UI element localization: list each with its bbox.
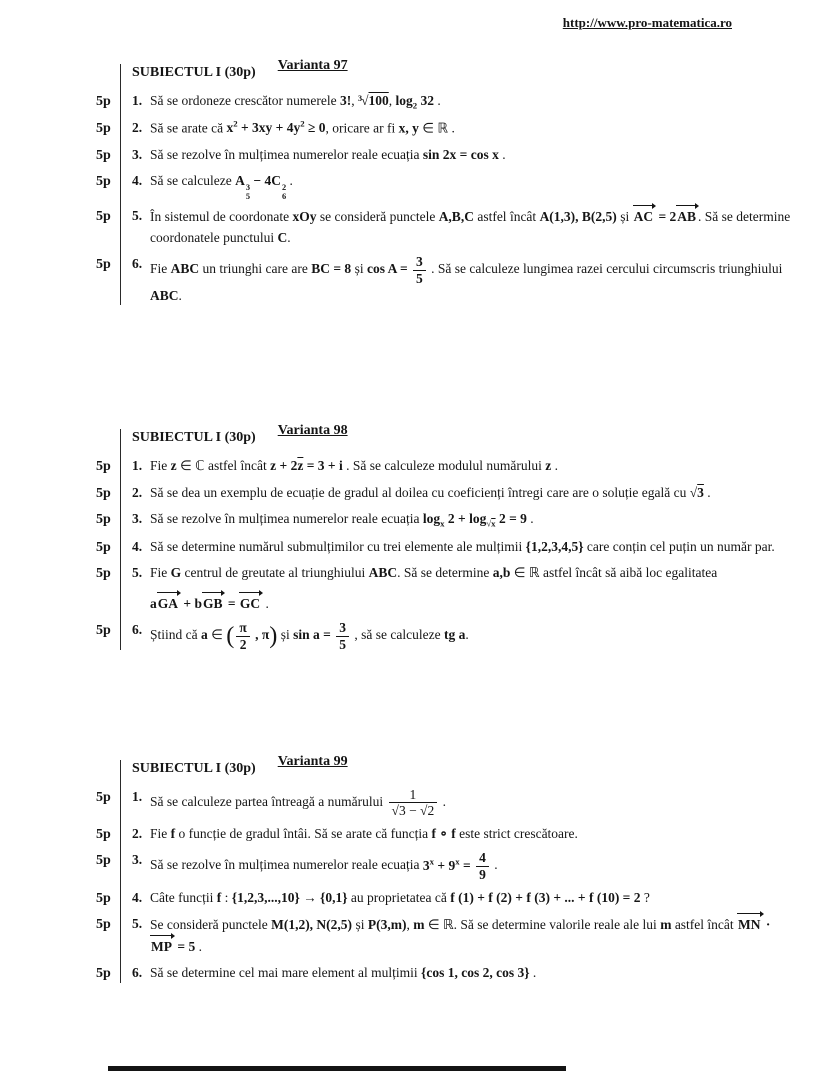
problem-number: 6. [132,965,143,981]
section-title: SUBIECTUL I (30p) [132,65,256,80]
points-label: 5p [96,623,111,639]
problem-row [96,620,794,652]
points-label: 5p [96,209,111,225]
problem-text: Fie z ∈ ℂ astfel încât $z + 2\overline{z} = 3 + i$ . Să se calculeze modulul numărului z . [150,457,558,473]
problem-row [96,850,794,882]
problem-number: 4. [132,538,143,554]
problem-number: 4. [132,173,143,189]
section-title: SUBIECTUL I (30p) [132,761,256,777]
problem-number: 3. [132,511,143,527]
problem-text-wrap [132,850,794,882]
problem-row [96,483,794,505]
points-label: 5p [96,120,111,136]
problem-text: Să se rezolve în mulțimea numerelor reale ecuația sin 2x = cos x . [150,146,506,162]
points-label: 5p [96,512,111,528]
problem-text: Să se calculeze A 3 5 − 4C 2 6 . [150,173,293,202]
problem-text: Știind că a ∈ ( $\frac{\pi}{2}$ , π) și sin a = $\frac{3}{5}$ , să se calculeze tg a. [150,620,469,652]
problem-row [96,824,794,846]
header-link[interactable]: http://www.pro-matematica.ro [562,15,732,30]
section-varianta-99 [96,754,794,985]
problem-text-wrap [132,787,794,819]
points-label: 5p [96,966,111,982]
section-varianta-98 [96,423,794,652]
problem-text-wrap [132,888,794,910]
problem-row [96,456,794,478]
problem-row [96,914,794,958]
problem-list [96,456,794,652]
problem-number: 4. [132,889,143,905]
problem-text: Fie ABC un triunghi care are BC = 8 și cos A = $\frac{3}{5}$ . Să se calculeze lungimea razei cercului circumscris triunghiului ABC. [150,254,783,304]
points-label: 5p [96,917,111,933]
points-label: 5p [96,93,111,109]
problem-text-wrap [132,963,794,985]
problem-text: Să se determine cel mai mare element al mulțimii {cos 1, cos 2, cos 3} . [150,965,537,981]
section-header [132,423,794,449]
problem-number: 3. [132,146,143,162]
problem-row [96,254,794,307]
problem-text: Să se rezolve în mulțimea numerelor reale ecuația $\log_x 2 + \log_{√x} 2 = 9$ . [150,511,534,529]
problem-row [96,787,794,819]
problem-number: 1. [132,92,143,108]
problem-list [96,787,794,985]
problem-number: 3. [132,852,143,868]
problem-number: 5. [132,208,143,224]
problem-text-wrap [132,824,794,846]
problem-text-wrap [132,563,794,615]
problem-row [96,206,794,249]
problem-text-wrap [132,145,794,167]
problem-number: 2. [132,119,143,135]
problem-number: 1. [132,788,143,804]
problem-text: Să se dea un exemplu de ecuație de gradul al doilea cu coeficienți întregi care are o soluție egală cu √3 . [150,484,711,500]
points-label: 5p [96,485,111,501]
points-label: 5p [96,174,111,190]
problem-text-wrap [132,206,794,249]
problem-row [96,171,794,201]
section-title: SUBIECTUL I (30p) [132,430,256,446]
points-label: 5p [96,458,111,474]
problem-row [96,91,794,113]
problem-row [96,963,794,985]
points-label: 5p [96,147,111,163]
problem-text-wrap [132,509,794,531]
problem-text-wrap [132,483,794,505]
problem-text-wrap [132,620,794,652]
problem-number: 2. [132,484,143,500]
points-label: 5p [96,890,111,906]
problem-text: Să se determine numărul submulțimilor cu trei elemente ale mulțimii {1,2,3,4,5} care conțin cel puțin un număr par. [150,538,775,554]
problem-row [96,145,794,167]
points-label: 5p [96,853,111,869]
problem-list [96,91,794,307]
problem-row [96,888,794,910]
variant-label: Varianta 97 [277,58,348,73]
scan-edge-artifact [108,1066,566,1071]
points-label: 5p [96,789,111,805]
problem-text: Se consideră punctele M(1,2), N(2,5) și P(3,m), m ∈ ℝ. Să se determine valorile reale ale lui m astfel încât MN · MP = 5 . [150,917,770,954]
section-header [132,754,794,780]
problem-text: Să se ordoneze crescător numerele 3!, $^3$√100, $\log_2 32$ . [150,92,441,111]
problem-row [96,118,794,140]
section-header [132,58,794,84]
problem-text: În sistemul de coordonate xOy se consideră punctele A,B,C astfel încât A(1,3), B(2,5) și AC = 2AB . Să se determine coordonatele punctului C. [150,209,790,245]
problem-row [96,563,794,615]
problem-number: 6. [132,622,143,638]
points-label: 5p [96,826,111,842]
problem-text: Câte funcții f : {1,2,3,...,10} → {0,1} au proprietatea că f (1) + f (2) + f (3) + ... + f (10) = 2 ? [150,889,650,905]
problem-number: 5. [132,916,143,932]
problem-text-wrap [132,914,794,958]
points-label: 5p [96,539,111,555]
problem-number: 5. [132,565,143,581]
problem-text: Să se arate că $x^2 + 3xy + 4y^2 \ge 0$, oricare ar fi x, y ∈ ℝ . [150,118,455,136]
problem-number: 6. [132,256,143,272]
problem-text-wrap [132,91,794,113]
problem-text-wrap [132,171,794,201]
variant-label: Varianta 98 [277,423,348,439]
variant-label: Varianta 99 [277,754,348,770]
points-label: 5p [96,566,111,582]
problem-text-wrap [132,254,794,307]
problem-text: Fie f o funcție de gradul întâi. Să se arate că funcția f ∘ f este strict crescătoare. [150,825,578,841]
problem-text: Fie G centrul de greutate al triunghiului ABC. Să se determine a,b ∈ ℝ astfel încât să aibă loc egalitatea aGA + bGB = GC . [150,565,717,611]
problem-number: 1. [132,457,143,473]
points-label: 5p [96,257,111,273]
problem-row [96,537,794,559]
problem-row [96,509,794,531]
problem-text-wrap [132,118,794,140]
problem-text-wrap [132,456,794,478]
problem-text: Să se calculeze partea întreagă a numărului $\frac{1}{√3 - √2}$ . [150,786,446,819]
problem-text: Să se rezolve în mulțimea numerelor reale ecuația $3^x + 9^x$ = $\frac{4}{9}$ . [150,850,498,882]
section-varianta-97 [96,58,794,307]
problem-text-wrap [132,537,794,559]
problem-number: 2. [132,825,143,841]
